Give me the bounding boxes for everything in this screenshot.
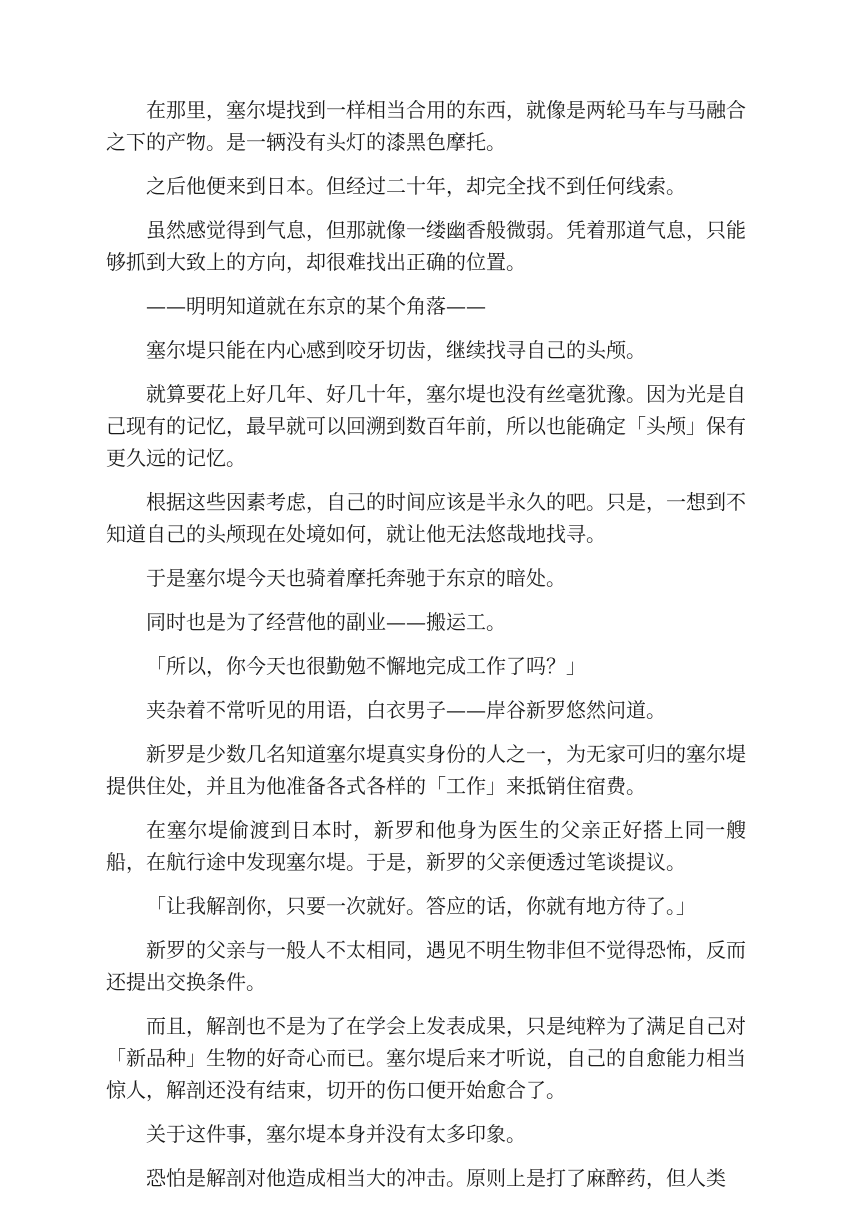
paragraph: 之后他便来到日本。但经过二十年，却完全找不到任何线索。: [146, 174, 686, 198]
paragraph: 恐怕是解剖对他造成相当大的冲击。原则上是打了麻醉药，但人类: [146, 1166, 726, 1190]
paragraph: 关于这件事，塞尔堤本身并没有太多印象。: [146, 1122, 526, 1146]
paragraph: 就算要花上好几年、好几十年，塞尔堤也没有丝毫犹豫。因为光是自己现有的记忆，最早就可以回溯到数百年前，所以也能确定「头颅」保有更久远的记忆。: [106, 382, 746, 470]
paragraph: 虽然感觉得到气息，但那就像一缕幽香般微弱。凭着那道气息，只能够抓到大致上的方向，却很难找出正确的位置。: [106, 218, 746, 274]
paragraph: 于是塞尔堤今天也骑着摩托奔驰于东京的暗处。: [146, 566, 566, 590]
document-page: [106, 94, 746, 1206]
paragraph: 夹杂着不常听见的用语，白衣男子——岸谷新罗悠然问道。: [146, 698, 666, 722]
paragraph: ——明明知道就在东京的某个角落——: [146, 294, 486, 318]
paragraph: 新罗的父亲与一般人不太相同，遇见不明生物非但不觉得恐怖，反而还提出交换条件。: [106, 938, 746, 994]
paragraph: 在那里，塞尔堤找到一样相当合用的东西，就像是两轮马车与马融合之下的产物。是一辆没有头灯的漆黑色摩托。: [106, 98, 746, 154]
paragraph: 新罗是少数几名知道塞尔堤真实身份的人之一，为无家可归的塞尔堤提供住处，并且为他准备各式各样的「工作」来抵销住宿费。: [106, 742, 746, 798]
paragraph: 「让我解剖你，只要一次就好。答应的话，你就有地方待了。」: [146, 894, 696, 918]
paragraph: 同时也是为了经营他的副业——搬运工。: [146, 610, 506, 634]
paragraph: 而且，解剖也不是为了在学会上发表成果，只是纯粹为了满足自己对「新品种」生物的好奇心而已。塞尔堤后来才听说，自己的自愈能力相当惊人，解剖还没有结束，切开的伤口便开始愈合了。: [106, 1014, 746, 1102]
paragraph: 在塞尔堤偷渡到日本时，新罗和他身为医生的父亲正好搭上同一艘船，在航行途中发现塞尔堤。于是，新罗的父亲便透过笔谈提议。: [106, 818, 746, 874]
paragraph: 「所以，你今天也很勤勉不懈地完成工作了吗？」: [146, 654, 586, 678]
paragraph: 根据这些因素考虑，自己的时间应该是半永久的吧。只是，一想到不知道自己的头颅现在处境如何，就让他无法悠哉地找寻。: [106, 490, 746, 546]
paragraph: 塞尔堤只能在内心感到咬牙切齿，继续找寻自己的头颅。: [146, 338, 646, 362]
